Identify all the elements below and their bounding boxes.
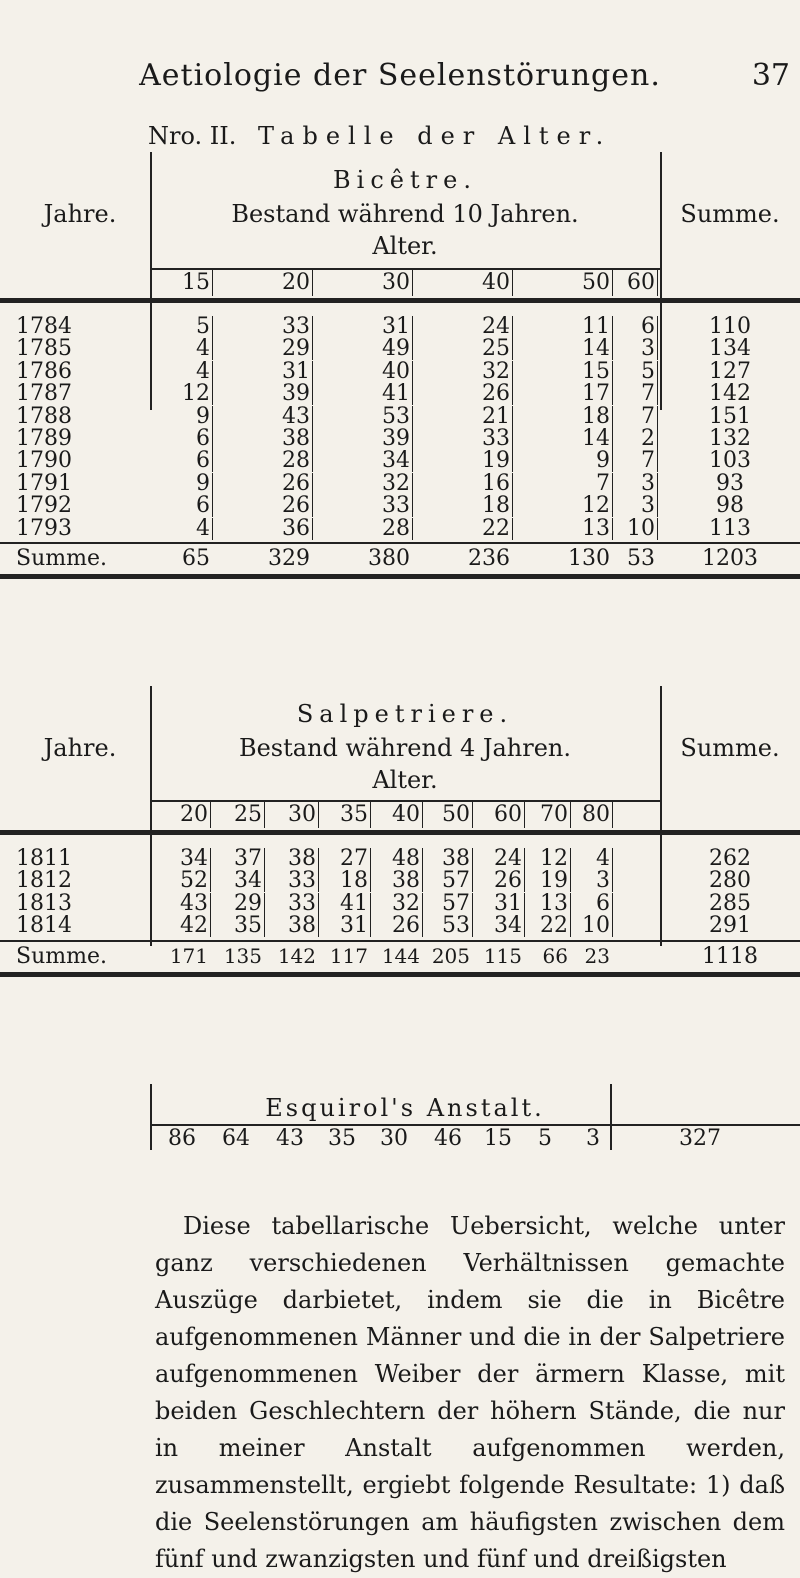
total-cell: 53 — [627, 546, 655, 571]
age-col-header: 30 — [288, 802, 316, 827]
table-cell: 16 — [482, 470, 510, 496]
total-label: Summe. — [16, 546, 107, 571]
total-cell: 135 — [223, 943, 262, 968]
grand-total: 1118 — [702, 943, 758, 969]
table-cell: 9 — [596, 448, 610, 474]
esquirol-cell: 46 — [434, 1126, 462, 1151]
row-sum: 103 — [709, 448, 751, 474]
total-cell: 236 — [468, 546, 510, 571]
table-cell: 4 — [196, 336, 210, 362]
table-cell: 26 — [282, 470, 310, 496]
table-cell: 13 — [582, 515, 610, 541]
table-cell: 5 — [641, 358, 655, 384]
grand-total: 1203 — [702, 546, 758, 571]
year-label: 1787 — [16, 381, 72, 407]
table-cell: 34 — [180, 846, 208, 871]
table-cell: 39 — [382, 426, 410, 451]
table-cell: 29 — [282, 336, 310, 362]
row-sum: 151 — [709, 403, 751, 429]
salpetriere-sum-label: Summe. — [680, 734, 780, 762]
table-cell: 14 — [582, 426, 610, 451]
table-cell: 6 — [196, 448, 210, 474]
total-cell: 65 — [182, 546, 210, 571]
total-cell: 115 — [483, 943, 522, 968]
bicetre-years-label: Jahre. — [43, 200, 117, 228]
table-cell: 2 — [641, 426, 655, 451]
esquirol-cell: 30 — [380, 1126, 408, 1151]
table-cell: 11 — [582, 314, 610, 339]
total-cell: 171 — [169, 943, 208, 968]
table-number: Nro. II. — [148, 122, 237, 150]
table-cell: 52 — [180, 868, 208, 894]
table-cell: 19 — [540, 868, 568, 894]
table-cell: 4 — [196, 358, 210, 384]
table-cell: 22 — [540, 913, 568, 939]
esquirol-cell: 5 — [538, 1126, 552, 1151]
salpetriere-subheading-age: Alter. — [372, 766, 438, 794]
age-col-header: 50 — [582, 270, 610, 295]
table-cell: 34 — [234, 868, 262, 894]
bicetre-heading: Bicêtre. — [333, 166, 477, 194]
total-cell: 205 — [431, 943, 470, 968]
age-col-header: 30 — [382, 270, 410, 295]
table-cell: 6 — [641, 314, 655, 339]
table-cell: 12 — [540, 846, 568, 871]
table-cell: 3 — [641, 493, 655, 519]
table-cell: 38 — [288, 913, 316, 939]
table-cell: 3 — [641, 470, 655, 496]
table-cell: 15 — [582, 358, 610, 384]
table-cell: 9 — [196, 470, 210, 496]
table-cell: 10 — [627, 515, 655, 541]
table-cell: 34 — [382, 448, 410, 474]
row-sum: 285 — [709, 890, 751, 916]
total-cell: 380 — [368, 546, 410, 571]
table-cell: 12 — [582, 493, 610, 519]
year-label: 1814 — [16, 913, 72, 939]
table-cell: 22 — [482, 515, 510, 541]
esquirol-total: 327 — [679, 1126, 721, 1151]
table-cell: 57 — [442, 890, 470, 916]
table-cell: 24 — [482, 314, 510, 339]
year-label: 1784 — [16, 314, 72, 339]
year-label: 1786 — [16, 358, 72, 384]
year-label: 1811 — [16, 846, 72, 871]
year-label: 1792 — [16, 493, 72, 519]
row-sum: 113 — [709, 515, 751, 541]
table-cell: 42 — [180, 913, 208, 939]
age-col-header: 60 — [627, 270, 655, 295]
year-label: 1791 — [16, 470, 72, 496]
row-sum: 262 — [709, 846, 751, 871]
table-cell: 32 — [482, 358, 510, 384]
bicetre-sum-label: Summe. — [680, 200, 780, 228]
table-cell: 35 — [234, 913, 262, 939]
table-cell: 26 — [482, 381, 510, 407]
table-cell: 7 — [641, 381, 655, 407]
age-col-header: 50 — [442, 802, 470, 827]
age-col-header: 15 — [182, 270, 210, 295]
table-cell: 19 — [482, 448, 510, 474]
year-label: 1790 — [16, 448, 72, 474]
table-cell: 6 — [596, 890, 610, 916]
table-cell: 7 — [641, 448, 655, 474]
total-label: Summe. — [16, 943, 107, 969]
table-cell: 26 — [392, 913, 420, 939]
table-cell: 33 — [382, 493, 410, 519]
table-cell: 38 — [282, 426, 310, 451]
age-col-header: 40 — [482, 270, 510, 295]
table-cell: 37 — [234, 846, 262, 871]
age-col-header: 40 — [392, 802, 420, 827]
table-cell: 32 — [392, 890, 420, 916]
table-cell: 3 — [641, 336, 655, 362]
table-cell: 18 — [482, 493, 510, 519]
esquirol-cell: 64 — [222, 1126, 250, 1151]
esquirol-cell: 86 — [168, 1126, 196, 1151]
salpetriere-subheading: Bestand während 4 Jahren. — [238, 734, 572, 762]
total-cell: 117 — [329, 943, 368, 968]
total-cell: 130 — [568, 546, 610, 571]
table-cell: 18 — [340, 868, 368, 894]
table-cell: 6 — [196, 493, 210, 519]
table-cell: 4 — [596, 846, 610, 871]
table-cell: 43 — [282, 403, 310, 429]
table-cell: 3 — [596, 868, 610, 894]
table-cell: 39 — [282, 381, 310, 407]
bicetre-subheading-age: Alter. — [372, 232, 438, 260]
table-cell: 38 — [442, 846, 470, 871]
bicetre-subheading: Bestand während 10 Jahren. — [231, 200, 579, 228]
table-cell: 34 — [494, 913, 522, 939]
salpetriere-years-label: Jahre. — [43, 734, 117, 762]
table-cell: 26 — [494, 868, 522, 894]
row-sum: 291 — [709, 913, 751, 939]
row-sum: 280 — [709, 868, 751, 894]
row-sum: 134 — [709, 336, 751, 362]
table-cell: 38 — [392, 868, 420, 894]
year-label: 1785 — [16, 336, 72, 362]
table-cell: 12 — [182, 381, 210, 407]
table-cell: 9 — [196, 403, 210, 429]
table-cell: 41 — [340, 890, 368, 916]
table-cell: 49 — [382, 336, 410, 362]
row-sum: 98 — [716, 493, 744, 519]
salpetriere-heading: Salpetriere. — [296, 700, 514, 728]
total-cell: 66 — [542, 943, 568, 968]
table-title: Tabelle der Alter. — [258, 122, 612, 150]
year-label: 1788 — [16, 403, 72, 429]
running-title: Aetiologie der Seelenstörungen. — [139, 58, 661, 93]
table-cell: 41 — [382, 381, 410, 407]
total-cell: 142 — [277, 943, 316, 968]
table-cell: 27 — [340, 846, 368, 871]
table-cell: 29 — [234, 890, 262, 916]
age-col-header: 60 — [494, 802, 522, 827]
table-cell: 32 — [382, 470, 410, 496]
table-cell: 43 — [180, 890, 208, 916]
table-cell: 48 — [392, 846, 420, 871]
table-cell: 53 — [382, 403, 410, 429]
body-text — [155, 1208, 785, 1578]
row-sum: 132 — [709, 426, 751, 451]
table-cell: 24 — [494, 846, 522, 871]
table-cell: 33 — [288, 868, 316, 894]
table-cell: 31 — [382, 314, 410, 339]
esquirol-cell: 15 — [484, 1126, 512, 1151]
body-paragraph: Diese tabellarische Uebersicht, welche unter ganz verschiedenen Verhältnissen gemachte Auszüge darbietet, indem sie die in Bicêtre aufgenommenen Männer und die in der Salpetriere aufgenommenen Weiber der ärmern Klasse, mit beiden Geschlechtern der höhern Stände, die nur in meiner Anstalt aufgenommen werden, zusammenstellt, ergiebt folgende Resultate: 1) daß die Seelenstörungen am häufigsten zwischen dem fünf und zwanzigsten und fünf und dreißigsten — [155, 1212, 785, 1573]
table-cell: 36 — [282, 515, 310, 541]
table-cell: 5 — [196, 314, 210, 339]
esquirol-cell: 3 — [586, 1126, 600, 1151]
table-cell: 13 — [540, 890, 568, 916]
table-cell: 38 — [288, 846, 316, 871]
table-cell: 40 — [382, 358, 410, 384]
total-cell: 329 — [268, 546, 310, 571]
page-number: 37 — [751, 58, 790, 93]
table-cell: 26 — [282, 493, 310, 519]
table-cell: 28 — [282, 448, 310, 474]
table-cell: 28 — [382, 515, 410, 541]
table-cell: 31 — [282, 358, 310, 384]
table-cell: 17 — [582, 381, 610, 407]
age-col-header: 80 — [582, 802, 610, 827]
table-cell: 25 — [482, 336, 510, 362]
table-cell: 21 — [482, 403, 510, 429]
table-cell: 31 — [340, 913, 368, 939]
age-col-header: 25 — [234, 802, 262, 827]
table-cell: 33 — [282, 314, 310, 339]
year-label: 1793 — [16, 515, 72, 541]
table-cell: 31 — [494, 890, 522, 916]
age-col-header: 35 — [340, 802, 368, 827]
table-cell: 14 — [582, 336, 610, 362]
row-sum: 110 — [709, 314, 751, 339]
row-sum: 127 — [709, 358, 751, 384]
year-label: 1813 — [16, 890, 72, 916]
table-cell: 4 — [196, 515, 210, 541]
total-cell: 23 — [584, 943, 610, 968]
table-cell: 53 — [442, 913, 470, 939]
esquirol-cell: 35 — [328, 1126, 356, 1151]
table-cell: 6 — [196, 426, 210, 451]
table-cell: 18 — [582, 403, 610, 429]
age-col-header: 20 — [180, 802, 208, 827]
year-label: 1812 — [16, 868, 72, 894]
row-sum: 142 — [709, 381, 751, 407]
table-cell: 33 — [482, 426, 510, 451]
table-cell: 7 — [596, 470, 610, 496]
total-cell: 144 — [381, 943, 420, 968]
table-cell: 33 — [288, 890, 316, 916]
age-col-header: 70 — [540, 802, 568, 827]
year-label: 1789 — [16, 426, 72, 451]
table-cell: 57 — [442, 868, 470, 894]
rule — [610, 1084, 612, 1150]
table-cell: 10 — [582, 913, 610, 939]
age-col-header: 20 — [282, 270, 310, 295]
esquirol-heading: Esquirol's Anstalt. — [265, 1094, 545, 1122]
esquirol-cell: 43 — [276, 1126, 304, 1151]
row-sum: 93 — [716, 470, 744, 496]
table-cell: 7 — [641, 403, 655, 429]
